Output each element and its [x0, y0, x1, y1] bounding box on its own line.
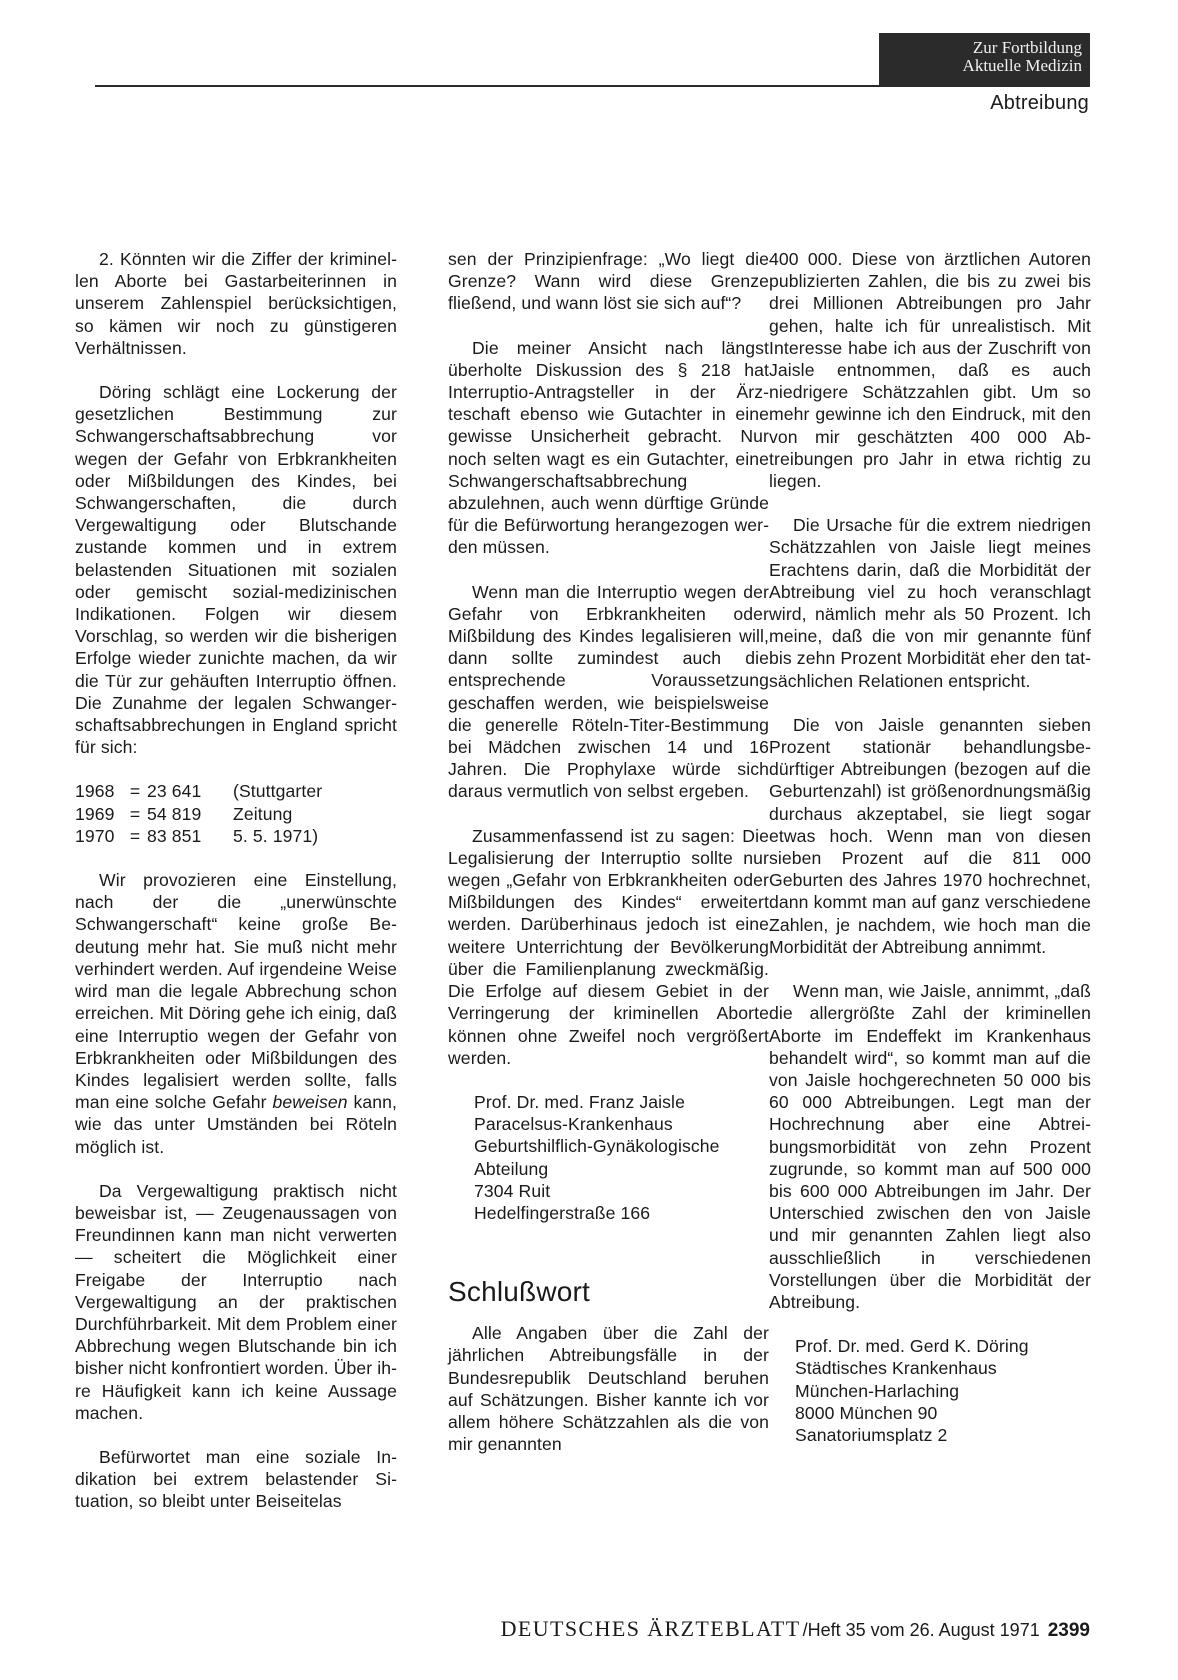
- author-address: [795, 1335, 1091, 1446]
- text-run: kann, wie das unter Umständen bei Röteln möglich ist.: [75, 1092, 398, 1157]
- paragraph: Befürwortet man eine soziale Indikation bei extrem belastender Situation, so bleibt unter Beiseitelas: [75, 1446, 397, 1512]
- stat-note: (Stuttgarter: [233, 781, 323, 802]
- address-line: Geburtshilflich-Gynäkologische: [474, 1136, 720, 1157]
- journal-name: DEUTSCHES ÄRZTEBLATT: [500, 1616, 801, 1641]
- address-line: Paracelsus-Krankenhaus: [474, 1114, 673, 1135]
- emphasized-text: beweisen: [272, 1092, 348, 1113]
- column-3: [769, 248, 1091, 1468]
- paragraph: Die meiner Ansicht nach längst überholte Diskussion des § 218 hat Interruptio-Antragsteller in der Ärzteschaft ebenso wie Gutachter in eine gewisse Unsicherheit gebracht. Nur noch selten wagt es ein Gutachter, eine Schwangerschaftsabbrechung abzulehnen, auch wenn dürftige Gründe für die Befürwortung herangezogen werden müssen.: [448, 337, 769, 558]
- paragraph: Alle Angaben über die Zahl der jährlichen Abtreibungsfälle in der Bundesrepublik Deutschland beruhen auf Schätzungen. Bisher kannte ich vor allem höhere Schätzzahlen als die von mir genannten: [448, 1323, 769, 1455]
- stat-note: 5. 5. 1971): [233, 825, 319, 846]
- paragraph: 2. Könnten wir die Ziffer der kriminellen Aborte bei Gastarbeiterinnen in unserem Zahlenspiel berücksichtigen, so kämen wir noch zu günstigeren Verhältnissen.: [75, 249, 397, 358]
- stat-year: 1970: [75, 825, 115, 846]
- statistics-row: [75, 780, 397, 802]
- badge-line-2: Aktuelle Medizin: [962, 56, 1082, 75]
- statistics-row: [75, 803, 397, 825]
- author-address: [474, 1091, 769, 1224]
- address-line: Abteilung: [474, 1158, 549, 1179]
- paragraph: Die Ursache für die extrem niedrigen Schätzzahlen von Jaisle liegt meines Erachtens darin, daß die Morbidität der Abtreibung viel zu hoch veranschlagt wird, nämlich mehr als 50 Prozent. Ich meine, daß die von mir genannte fünf bis zehn Prozent Morbidität eher den tatsächlichen Relationen entspricht.: [769, 515, 1091, 691]
- address-line: 7304 Ruit: [474, 1180, 551, 1201]
- issue-info: /Heft 35 vom 26. August 1971: [802, 1620, 1040, 1640]
- statistics-table: [75, 780, 397, 847]
- stat-equals: =: [129, 781, 141, 802]
- paragraph: Die von Jaisle genannten sieben Prozent stationär behandlungsbedürftiger Abtreibungen (bezogen auf die Geburtenzahl) ist größenordnungsmäßig durchaus akzeptabel, sie liegt sogar etwas hoch. Wenn man von diesen sieben Prozent auf die 811 000 Geburten des Jahres 1970 hochrechnet, dann kommt man auf ganz verschiedene Zahlen, je nachdem, wie hoch man die Morbidität der Abtreibung annimmt.: [769, 714, 1091, 957]
- page-number: 2399: [1047, 1620, 1090, 1641]
- badge-line-1: Zur Fortbildung: [972, 38, 1082, 57]
- paragraph: sen der Prinzipienfrage: „Wo liegt die Grenze? Wann wird diese Grenze fließend, und wann löst sie sich auf“?: [448, 249, 769, 314]
- section-label: Abtreibung: [990, 92, 1089, 114]
- column-1: [75, 248, 397, 1535]
- address-line: München-Harlaching: [795, 1380, 960, 1401]
- address-line: Sanatoriumsplatz 2: [795, 1424, 948, 1445]
- header-badge: [879, 33, 1090, 85]
- stat-value: 23 641: [147, 781, 202, 802]
- stat-equals: =: [129, 825, 141, 846]
- address-line: Prof. Dr. med. Gerd K. Döring: [795, 1336, 1029, 1357]
- stat-value: 83 851: [147, 825, 202, 846]
- header-rule: [95, 85, 1090, 87]
- paragraph: [75, 869, 397, 1158]
- text-run: Wir provozieren eine Einstellung, nach der die „unerwünschte Schwangerschaft“ keine große Bedeutung mehr hat. Sie muß nicht mehr verhindert werden. Auf irgendeine Weise wird man die legale Abbrechung schon erreichen. Mit Döring gehe ich einig, daß eine Interruptio wegen der Gefahr von Erbkrankheiten oder Mißbildungen des Kindes legalisiert werden sollte, falls man eine solche Gefahr: [75, 870, 397, 1113]
- column-2: [448, 248, 769, 1477]
- paragraph: 400 000. Diese von ärztlichen Autoren publizierten Zahlen, die bis zu zwei bis drei Millionen Abtreibungen pro Jahr gehen, halte ich für unrealistisch. Mit Interesse habe ich aus der Zuschrift von Jaisle entnommen, daß es auch niedrigere Schätzzahlen gibt. Um so mehr gewinne ich den Eindruck, mit den von mir geschätzten 400 000 Abtreibungen pro Jahr in etwa richtig zu liegen.: [769, 249, 1091, 492]
- paragraph: Döring schlägt eine Lockerung der gesetzlichen Bestimmung zur Schwangerschaftsabbrechung vor wegen der Gefahr von Erbkrankheiten oder Mißbildungen des Kindes, bei Schwangerschaften, die durch Vergewaltigung oder Blutschande zustande kommen und in extrem belastenden Situationen mit sozialen oder gemischt sozial-medizinischen Indikationen. Folgen wir diesem Vorschlag, so werden wir die bisherigen Erfolge wieder zunichte machen, da wir die Tür zur gehäuften Interruptio öffnen. Die Zunahme der legalen Schwangerschaftsabbrechungen in England spricht für sich:: [75, 382, 397, 758]
- paragraph: Wenn man, wie Jaisle, annimmt, „daß die allergrößte Zahl der kriminellen Aborte im Endeffekt im Krankenhaus behandelt wird“, so kommt man auf die von Jaisle hochgerechneten 50 000 bis 60 000 Abtreibungen. Legt man der Hochrechnung aber eine Abtreibungsmorbidität von zehn Prozent zugrunde, so kommt man auf 500 000 bis 600 000 Abtreibungen im Jahr. Der Unterschied zwischen den von Jaisle und mir genannten Zahlen liegt also ausschließlich in verschiedenen Vorstellungen über die Morbidität der Abtreibung.: [769, 981, 1091, 1312]
- paragraph: Da Vergewaltigung praktisch nicht beweisbar ist, — Zeugenaussagen von Freundinnen kann man nicht verwerten — scheitert die Möglichkeit einer Freigabe der Interruptio nach Vergewaltigung an der praktischen Durchführbarkeit. Mit dem Problem einer Abbrechung wegen Blutschande bin ich bisher nicht konfrontiert worden. Über ihre Häufigkeit kann ich keine Aussage machen.: [75, 1180, 397, 1423]
- stat-value: 54 819: [147, 803, 202, 824]
- stat-year: 1969: [75, 803, 115, 824]
- stat-note: Zeitung: [233, 803, 293, 824]
- section-heading: Schlußwort: [448, 1276, 591, 1308]
- address-line: Prof. Dr. med. Franz Jaisle: [474, 1091, 685, 1112]
- address-line: Hedelfingerstraße 166: [474, 1202, 651, 1223]
- statistics-row: [75, 825, 397, 847]
- address-line: Städtisches Krankenhaus: [795, 1358, 997, 1379]
- page-footer: [501, 1616, 1090, 1642]
- stat-equals: =: [129, 803, 141, 824]
- stat-year: 1968: [75, 781, 115, 802]
- paragraph: Wenn man die Interruptio wegen der Gefahr von Erbkrankheiten oder Mißbildung des Kindes legalisieren will, dann sollte zumindest auch die entsprechende Voraussetzung geschaffen werden, wie beispielsweise die generelle Röteln-Titer-Bestimmung bei Mädchen zwischen 14 und 16 Jahren. Die Prophylaxe würde sich daraus vermutlich von selbst ergeben.: [448, 581, 769, 802]
- paragraph: Zusammenfassend ist zu sagen: Die Legalisierung der Interruptio sollte nur wegen „Gefahr von Erbkrankheiten oder Mißbildungen des Kindes“ erweitert werden. Darüberhinaus jedoch ist eine weitere Unterrichtung der Bevölkerung über die Familienplanung zweckmäßig. Die Erfolge auf diesem Gebiet in der Verringerung der kriminellen Aborte können ohne Zweifel noch vergrößert werden.: [448, 825, 769, 1068]
- address-line: 8000 München 90: [795, 1402, 938, 1423]
